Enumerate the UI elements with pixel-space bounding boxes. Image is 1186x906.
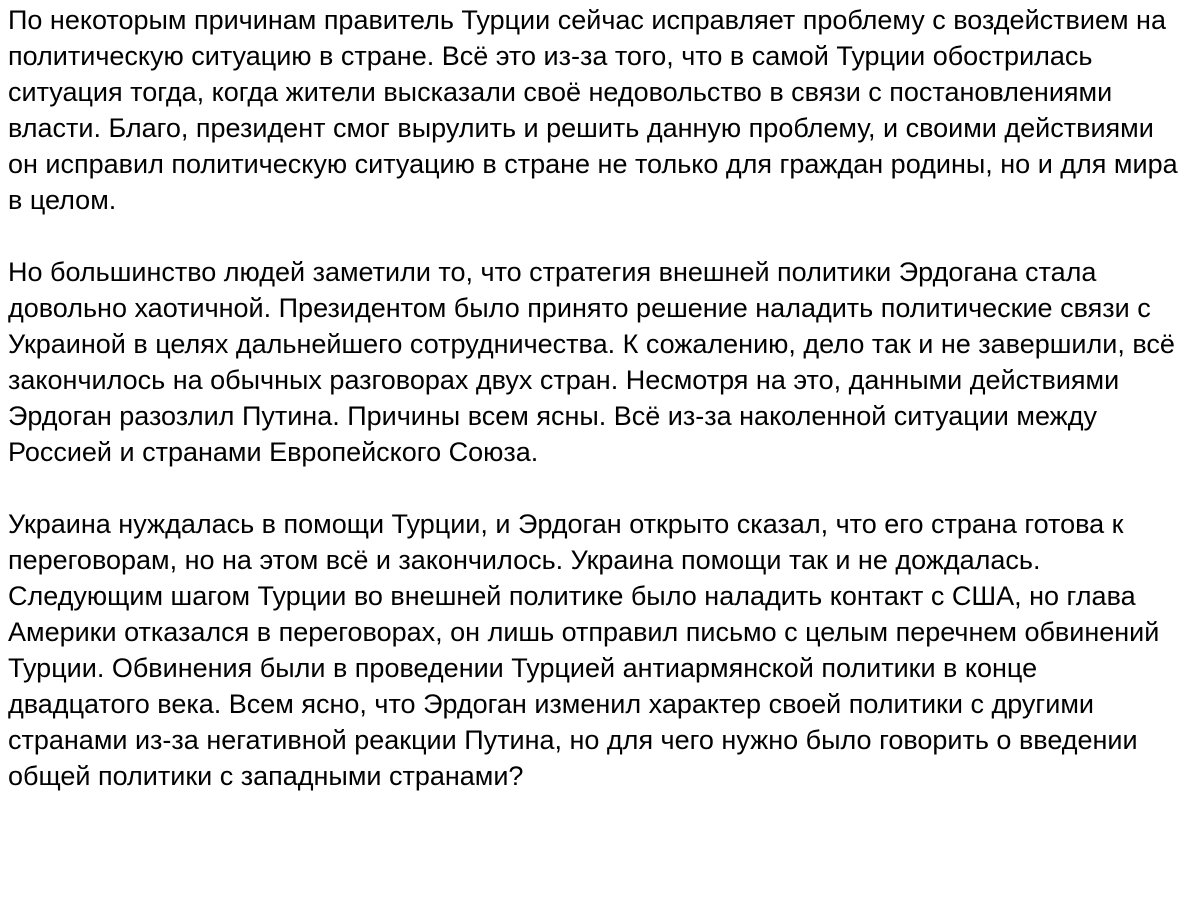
paragraph-2: Но большинство людей заметили то, что стратегия внешней политики Эрдогана стала довольно хаотичной. Президентом было принято решение наладить политические связи с Украиной в целях дальнейшего сотрудничества. К сожалению, дело так и не завершили, всё закончилось на обычных разговорах двух стран. Несмотря на это, данными действиями Эрдоган разозлил Путина. Причины всем ясны. Всё из-за наколенной ситуации между Россией и странами Европейского Союза.	[8, 257, 1175, 467]
document-page	[0, 2, 1186, 906]
paragraph-1: По некоторым причинам правитель Турции сейчас исправляет проблему с воздействием на политическую ситуацию в стране. Всё это из-за того, что в самой Турции обострилась ситуация тогда, когда жители высказали своё недовольство в связи с постановлениями власти. Благо, президент смог вырулить и решить данную проблему, и своими действиями он исправил политическую ситуацию в стране не только для граждан родины, но и для мира в целом.	[8, 5, 1178, 215]
paragraph-3: Украина нуждалась в помощи Турции, и Эрдоган открыто сказал, что его страна готова к переговорам, но на этом всё и закончилось. Украина помощи так и не дождалась. Следующим шагом Турции во внешней политике было наладить контакт с США, но глава Америки отказался в переговорах, он лишь отправил письмо с целым перечнем обвинений Турции. Обвинения были в проведении Турцией антиармянской политики в конце двадцатого века. Всем ясно, что Эрдоган изменил характер своей политики с другими странами из-за негативной реакции Путина, но для чего нужно было говорить о введении общей политики с западными странами?	[8, 509, 1160, 791]
